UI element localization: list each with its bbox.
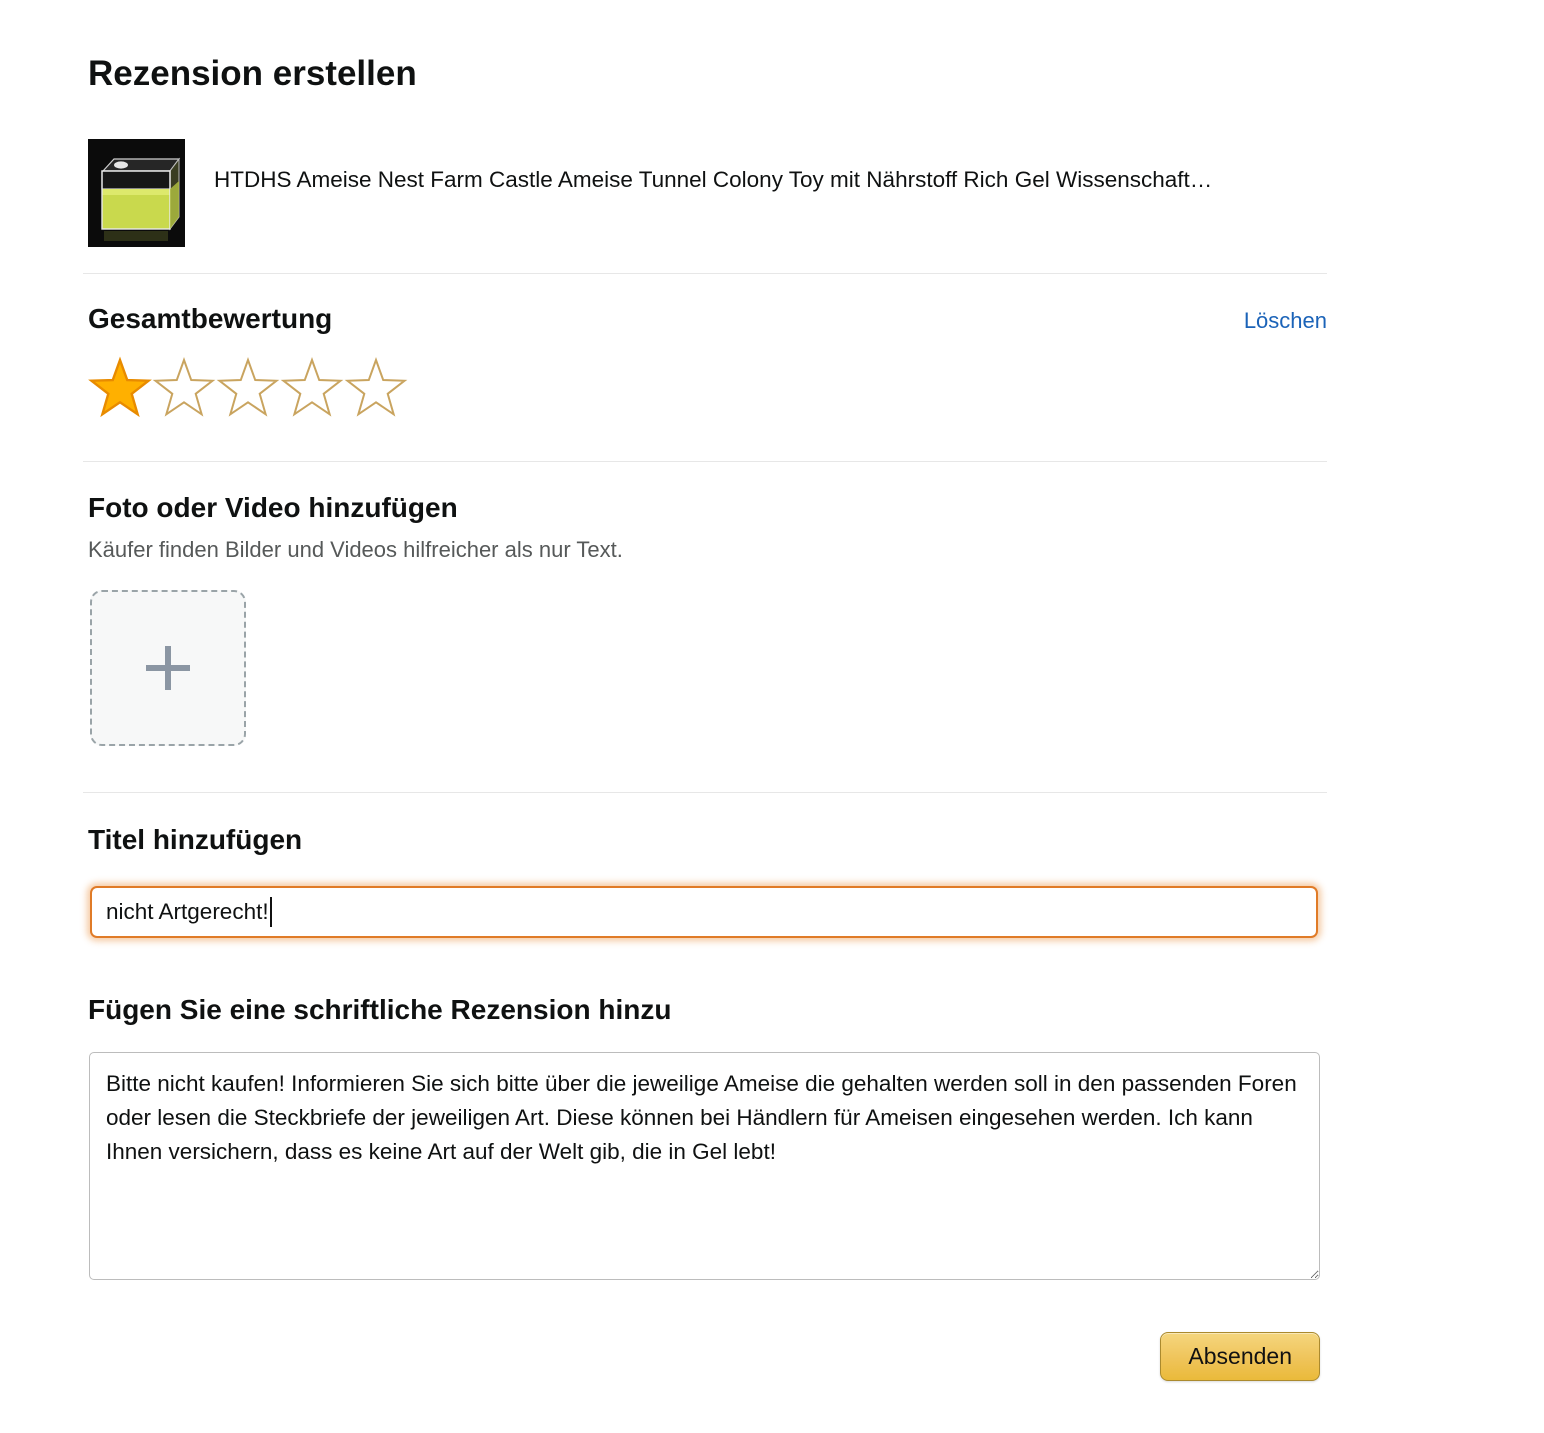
- divider: [83, 273, 1327, 274]
- page-title: Rezension erstellen: [88, 54, 417, 93]
- star-rating[interactable]: [88, 356, 1327, 422]
- rating-heading: Gesamtbewertung: [88, 303, 333, 334]
- rating-header: [88, 303, 1327, 335]
- star-filled-icon[interactable]: [88, 356, 152, 422]
- divider: [83, 792, 1327, 793]
- star-outline-icon[interactable]: [216, 356, 280, 422]
- plus-icon: [144, 644, 192, 692]
- clear-rating-link[interactable]: Löschen: [1243, 308, 1327, 333]
- product-title: HTDHS Ameise Nest Farm Castle Ameise Tunnel Colony Toy mit Nährstoff Rich Gel Wissenschaft…: [214, 167, 1213, 192]
- review-title-value: nicht Artgerecht!: [106, 899, 269, 924]
- add-photo-video-button[interactable]: [90, 590, 246, 746]
- review-text-input[interactable]: [89, 1052, 1320, 1280]
- star-outline-icon[interactable]: [280, 356, 344, 422]
- media-subtext: Käufer finden Bilder und Videos hilfreicher als nur Text.: [88, 537, 623, 562]
- media-heading: Foto oder Video hinzufügen: [88, 492, 458, 523]
- review-form: [88, 0, 1327, 1381]
- review-title-input[interactable]: [90, 886, 1318, 938]
- divider: [83, 461, 1327, 462]
- star-outline-icon[interactable]: [152, 356, 216, 422]
- text-caret: [270, 897, 272, 927]
- product-image: [88, 139, 185, 247]
- star-outline-icon[interactable]: [344, 356, 408, 422]
- title-heading: Titel hinzufügen: [88, 824, 303, 855]
- submit-button[interactable]: Absenden: [1160, 1332, 1320, 1381]
- review-text-heading: Fügen Sie eine schriftliche Rezension hinzu: [88, 994, 672, 1025]
- submit-row: [88, 1332, 1320, 1381]
- product-row: [88, 139, 1327, 247]
